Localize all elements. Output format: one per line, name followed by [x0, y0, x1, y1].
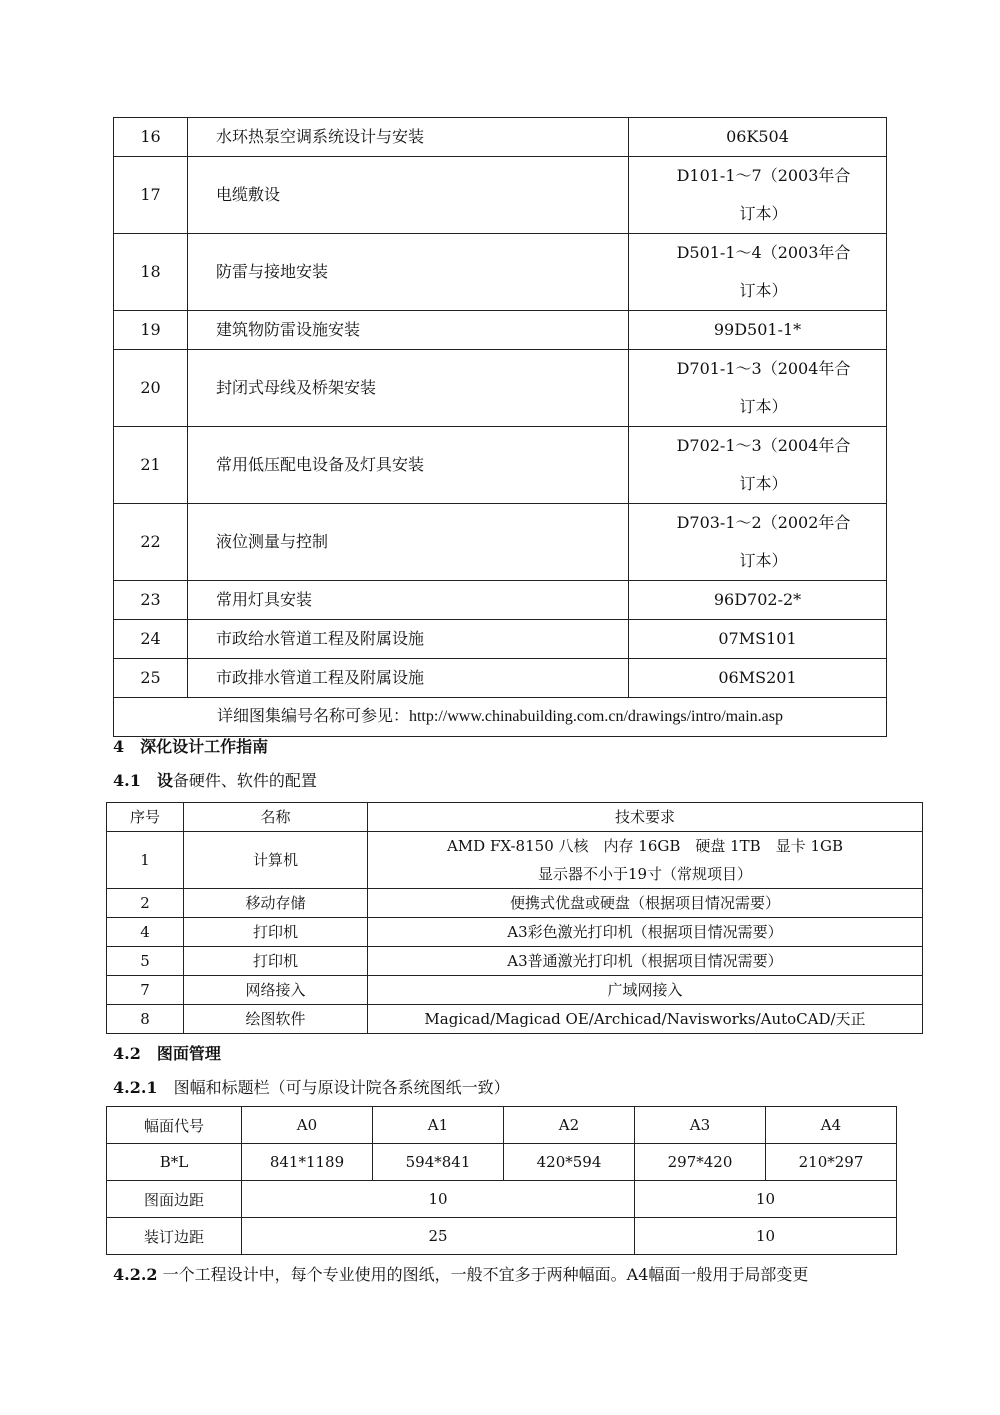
standards-no: 19	[114, 311, 188, 350]
hw-row	[107, 947, 923, 976]
hw-no: 8	[107, 1005, 184, 1034]
paper-size-table	[106, 1106, 897, 1255]
standards-row	[114, 118, 887, 157]
size-bl-cell: 420*594	[504, 1144, 635, 1181]
section-4-1-title: 备硬件、软件的配置	[172, 771, 317, 790]
size-bl-cell: 594*841	[373, 1144, 504, 1181]
margin-label: 图面边距	[107, 1181, 242, 1218]
standards-row	[114, 350, 887, 427]
standards-code: 07MS101	[629, 620, 887, 659]
hw-header-req: 技术要求	[368, 803, 923, 832]
section-4-2-heading: 4.2 图面管理	[113, 1044, 221, 1063]
hw-req-line: AMD FX-8150 八核 内存 16GB 硬盘 1TB 显卡 1GB	[446, 837, 844, 855]
standards-no: 18	[114, 234, 188, 311]
section-4-2-1-title: 图幅和标题栏（可与原设计院各系统图纸一致）	[173, 1078, 510, 1097]
standards-name: 电缆敷设	[188, 157, 629, 234]
hw-no: 7	[107, 976, 184, 1005]
section-4-heading: 4 深化设计工作指南	[113, 737, 269, 756]
hw-header-no: 序号	[107, 803, 184, 832]
binding-b: 10	[635, 1218, 897, 1255]
standards-code: 96D702-2*	[629, 581, 887, 620]
hw-name: 计算机	[184, 832, 368, 889]
size-header-cell: A1	[373, 1107, 504, 1144]
standards-row	[114, 311, 887, 350]
size-header-cell: A2	[504, 1107, 635, 1144]
hw-req-line: 便携式优盘或硬盘（根据项目情况需要）	[509, 894, 780, 912]
standards-name: 常用低压配电设备及灯具安装	[188, 427, 629, 504]
size-header-cell: A0	[242, 1107, 373, 1144]
hw-no: 4	[107, 918, 184, 947]
section-4-1-num: 4.1	[113, 771, 141, 790]
standards-name: 市政排水管道工程及附属设施	[188, 659, 629, 698]
hw-req	[368, 1005, 923, 1034]
hw-row	[107, 918, 923, 947]
standards-name: 液位测量与控制	[188, 504, 629, 581]
standards-row	[114, 234, 887, 311]
standards-no: 23	[114, 581, 188, 620]
standards-code: 99D501-1*	[629, 311, 887, 350]
standards-no: 24	[114, 620, 188, 659]
hw-name: 绘图软件	[184, 1005, 368, 1034]
paragraph-4-2-2-text: 一个工程设计中，每个专业使用的图纸，一般不宜多于两种幅面。A4幅面一般用于局部变更	[162, 1265, 809, 1284]
size-header-cell: 幅面代号	[107, 1107, 242, 1144]
hw-no: 5	[107, 947, 184, 976]
standards-no: 22	[114, 504, 188, 581]
hw-row	[107, 1005, 923, 1034]
hw-req-line: A3普通激光打印机（根据项目情况需要）	[507, 952, 783, 970]
hw-no: 2	[107, 889, 184, 918]
standards-code: D501-1～4（2003年合订本）	[629, 234, 887, 311]
section-4-1-heading	[113, 768, 317, 791]
size-bl-cell: B*L	[107, 1144, 242, 1181]
standards-name: 建筑物防雷设施安装	[188, 311, 629, 350]
section-4-1-title-bold: 设	[156, 771, 173, 790]
binding-a: 25	[242, 1218, 635, 1255]
margin-a: 10	[242, 1181, 635, 1218]
hw-name: 网络接入	[184, 976, 368, 1005]
hw-row	[107, 976, 923, 1005]
standards-no: 17	[114, 157, 188, 234]
hw-row	[107, 889, 923, 918]
hw-req-line: 广域网接入	[607, 981, 683, 999]
standards-note-row	[114, 698, 887, 737]
standards-code: 06K504	[629, 118, 887, 157]
standards-code: D702-1～3（2004年合订本）	[629, 427, 887, 504]
standards-name: 封闭式母线及桥架安装	[188, 350, 629, 427]
standards-no: 25	[114, 659, 188, 698]
standards-name: 常用灯具安装	[188, 581, 629, 620]
size-bl-cell: 210*297	[766, 1144, 897, 1181]
standards-no: 20	[114, 350, 188, 427]
hw-req-line: Magicad/Magicad OE/Archicad/Navisworks/AutoCAD/天正	[424, 1010, 866, 1028]
standards-row	[114, 504, 887, 581]
standards-row	[114, 581, 887, 620]
standards-row	[114, 427, 887, 504]
standards-code: D703-1～2（2002年合订本）	[629, 504, 887, 581]
margin-b: 10	[635, 1181, 897, 1218]
size-header-cell: A4	[766, 1107, 897, 1144]
size-bl-cell: 297*420	[635, 1144, 766, 1181]
hw-row	[107, 832, 923, 889]
standards-no: 16	[114, 118, 188, 157]
hw-name: 打印机	[184, 918, 368, 947]
size-header-cell: A3	[635, 1107, 766, 1144]
binding-label: 装订边距	[107, 1218, 242, 1255]
standards-name: 水环热泵空调系统设计与安装	[188, 118, 629, 157]
standards-note: 详细图集编号名称可参见：http://www.chinabuilding.com.cn/drawings/intro/main.asp	[114, 698, 887, 737]
hw-name: 移动存储	[184, 889, 368, 918]
hw-req	[368, 918, 923, 947]
hw-header-name: 名称	[184, 803, 368, 832]
standards-row	[114, 157, 887, 234]
section-4-2-1-num: 4.2.1	[113, 1078, 158, 1097]
hw-req	[368, 976, 923, 1005]
hw-req-line2: 显示器不小于19寸（常规项目）	[537, 865, 753, 883]
paragraph-4-2-2-num: 4.2.2	[113, 1265, 158, 1284]
hw-name: 打印机	[184, 947, 368, 976]
hw-req	[368, 947, 923, 976]
standards-row	[114, 659, 887, 698]
paragraph-4-2-2	[113, 1262, 808, 1285]
hw-req	[368, 832, 923, 889]
standards-name: 防雷与接地安装	[188, 234, 629, 311]
standards-row	[114, 620, 887, 659]
hardware-table	[106, 802, 923, 1034]
standards-no: 21	[114, 427, 188, 504]
hw-req	[368, 889, 923, 918]
hw-no: 1	[107, 832, 184, 889]
standards-code: D701-1～3（2004年合订本）	[629, 350, 887, 427]
section-4-2-1-heading	[113, 1075, 510, 1098]
standards-table	[113, 117, 887, 737]
hw-req-line: A3彩色激光打印机（根据项目情况需要）	[507, 923, 783, 941]
standards-code: 06MS201	[629, 659, 887, 698]
standards-name: 市政给水管道工程及附属设施	[188, 620, 629, 659]
standards-code: D101-1～7（2003年合订本）	[629, 157, 887, 234]
size-bl-cell: 841*1189	[242, 1144, 373, 1181]
